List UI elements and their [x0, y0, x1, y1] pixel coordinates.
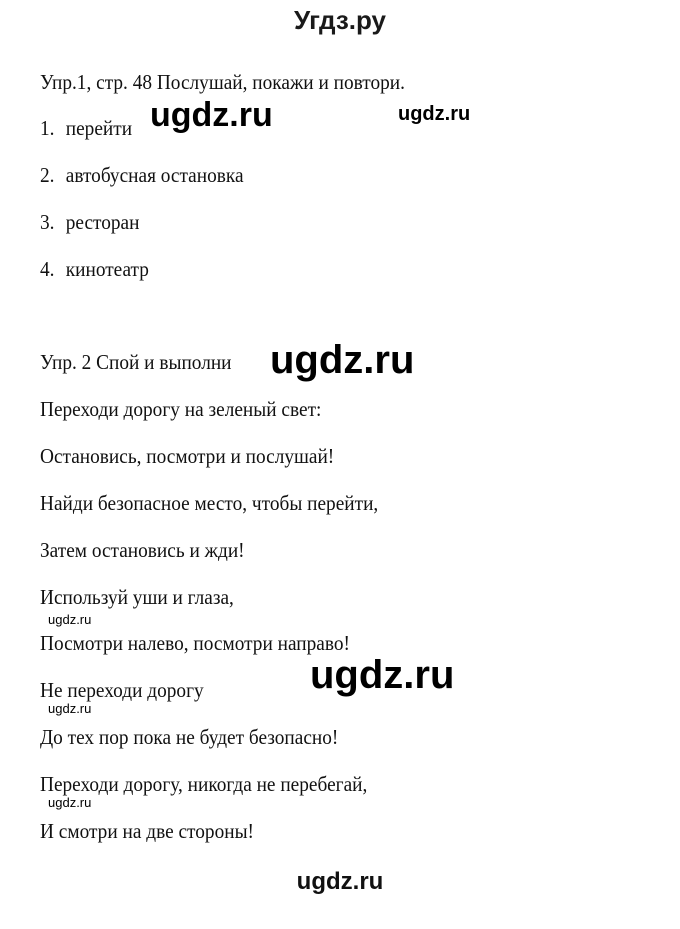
list-item-text: перейти: [65, 116, 133, 140]
song-line: Найди безопасное место, чтобы перейти,: [40, 491, 379, 515]
song-line: Посмотри налево, посмотри направо!: [40, 631, 350, 655]
exercise-1-heading: Упр.1, стр. 48 Послушай, покажи и повтори.: [40, 70, 405, 94]
watermark: ugdz.ru: [150, 96, 273, 134]
exercise-2-heading: Упр. 2 Спой и выполни: [40, 350, 232, 374]
list-item-number: 3.: [40, 210, 55, 234]
list-item-number: 2.: [40, 163, 55, 187]
list-item-text: кинотеатр: [65, 257, 149, 281]
list-item: [40, 257, 149, 281]
song-line: Переходи дорогу на зеленый свет:: [40, 397, 322, 421]
list-item-text: ресторан: [65, 210, 140, 234]
watermark: ugdz.ru: [310, 653, 455, 697]
list-item: [40, 116, 132, 140]
list-item-text: автобусная остановка: [65, 163, 244, 187]
list-item-number: 1.: [40, 116, 55, 140]
song-line: Не переходи дорогу: [40, 678, 204, 702]
site-title: Угдз.ру: [294, 5, 386, 35]
song-line: Переходи дорогу, никогда не перебегай,: [40, 772, 368, 796]
song-line: До тех пор пока не будет безопасно!: [40, 725, 339, 749]
watermark: ugdz.ru: [48, 795, 92, 810]
watermark: ugdz.ru: [270, 338, 415, 382]
song-line: Используй уши и глаза,: [40, 585, 234, 609]
watermark: ugdz.ru: [398, 103, 471, 125]
footer-watermark: ugdz.ru: [296, 868, 384, 895]
song-line: Затем остановись и жди!: [40, 538, 245, 562]
list-item: [40, 210, 139, 234]
song-line: И смотри на две стороны!: [40, 819, 254, 843]
list-item-number: 4.: [40, 257, 55, 281]
song-line: Остановись, посмотри и послушай!: [40, 444, 335, 468]
watermark: ugdz.ru: [48, 701, 92, 716]
watermark: ugdz.ru: [48, 612, 92, 627]
list-item: [40, 163, 244, 187]
